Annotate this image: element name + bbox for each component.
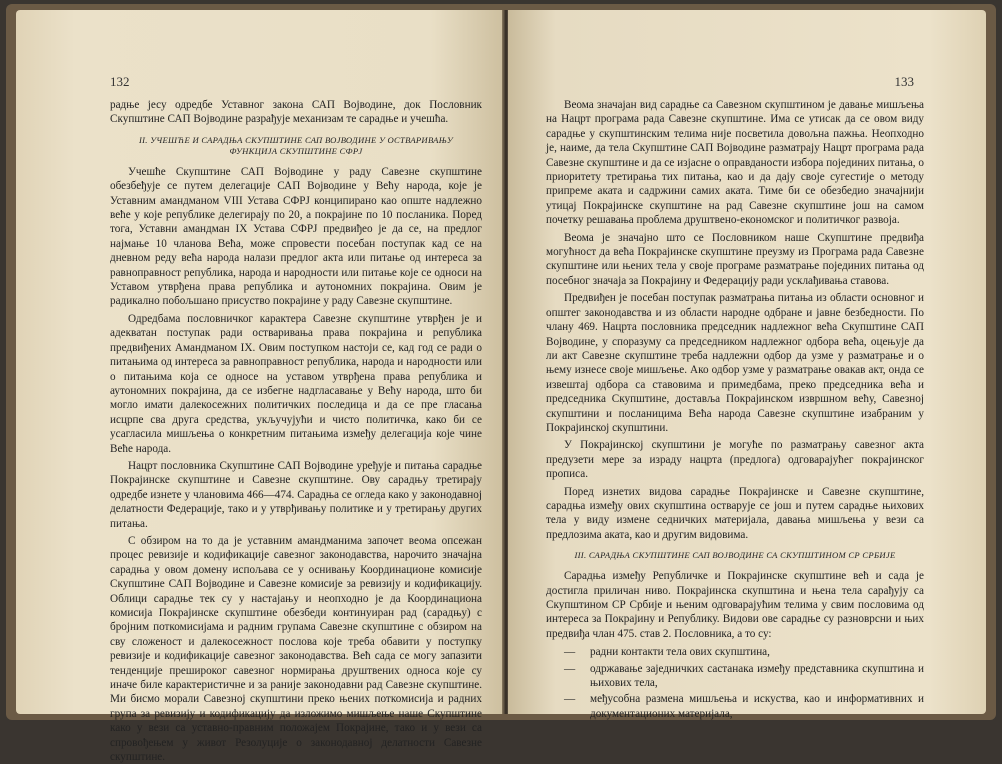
paragraph: С обзиром на то да је уставним амандманима започет веома опсежан процес ревизије и кодификације савезног законодавства, нарочито значајна сарадња у овом домену испољава се у оснивању Координационе комисије Скупштине САП Војводине и Савезне комисије за ревизију и кодификацију. Облици сарадње тек су у настајању и неопходно је да Координациона комисија Покрајинске скупштине обезбеди континуиран рад (сарадњу) с бројним поткомисијама и радним групама Савезне скупштине с обзиром на сву сложеност и далекосежност послова које треба обавити у поступку ревизије и кодификације савезног законодавства. Већ сада се могу запазити тенденције прешироког савезног нормирања друштвених односа које су иначе биле карактеристичне и за раније законодавни рад Савезне скупштине. Ми бисмо морали Савезној скупштини преко њених поткомисија и радних група за ревизију и кодификацију да изложимо мишљење наше Скупштине како у вези са уставно-правним положајем Покрајине, тако и у вези са спровођењем у живот Резолуције о законодавној делатности Савезне скупштине. (110, 534, 482, 764)
page-number: 132 (110, 74, 130, 89)
paragraph: радње јесу одредбе Уставног закона САП Војводине, док Пословник Скупштине САП Војводине разрађује механизам те сарадње и учешћа. (110, 99, 482, 126)
left-page (16, 10, 504, 764)
list-item: — одржавање заједничких састанака између представника скупштина и њихових тела, (546, 662, 924, 691)
right-page (508, 10, 986, 720)
section-heading: II. УЧЕШЋЕ И САРАДЊА СКУПШТИНЕ САП ВОЈВОДИНЕ У ОСТВАРИВАЊУ ФУНКЦИЈА СКУПШТИНЕ СФРЈ (138, 134, 454, 156)
paragraph: Одредбама пословничког карактера Савезне скупштине утврђен је и адекватан поступак ради остваривања права покрајина и република предвиђених Амандманом IX. Овим поступком настоји се, кад год се ради о питањима од интереса за равноправност република, народа и народности или о питањима која се односе на уставом утврђена права република и аутономних покрајина, да се избегне надгласавање у Већу народа, што би могло имати далекосежних политичких последица и да се пре гласања исцрпе сва друга средства, укључујући и чисто политичка, како би се усагласила мишљења о конкретним питањима између делегација које чине Веће народа. (110, 312, 482, 455)
paragraph: Веома је значајно што се Пословником наше Скупштине предвиђа могућност да већа Покрајинске скупштине преузму из Програма рада Савезне скупштине или њених тела у своје програме разматрање појединих питања од посебног значаја за Покрајину и Федерацију ради усклађивања ставова. (546, 231, 924, 287)
paragraph: Сарадња између Републичке и Покрајинске скупштине већ и сада је достигла приличан ниво. Покрајинска скупштина и њена тела сарађују са Скупштином СР Србије и њеним одговарајућим телима у свим пословима од интереса за Покрајину и Републику. Видови ове сарадње су разноврсни и њих предвиђа члан 475. став 2. Пословника, а то су: (546, 570, 924, 640)
right-page-text (546, 98, 924, 721)
book-spread (6, 4, 996, 764)
left-page-text (110, 98, 482, 764)
paragraph: Учешће Скупштине САП Војводине у раду Савезне скупштине обезбеђује се путем делегације САП Војводине у Већу народа, које је Уставним амандманом VIII Устава СФРЈ конципирано као опште надлежно веће у које републике делегирају по 20, а покрајине по 10 посланика. Поред тога, Уставни амандман IX Устава СФРЈ предвиђео је да се, на предлог најмање 10 чланова Већа, може спровести посебан поступак кад се на дневном реду већа народа налази предлог акта или питање од интереса за равноправност република, народа и народности или питање које се односи на Уставом утврђена права република и аутономних покрајина. Овим је радикално побољшано присуство покрајине у раду Савезне скупштине. (110, 165, 482, 308)
paragraph: У Покрајинској скупштини је могуће по разматрању савезног акта предузети мере за израду нацрта (предлога) одговарајућег покрајинског прописа. (546, 439, 924, 481)
paragraph: Предвиђен је посебан поступак разматрања питања из области основног и општег законодавства и из области народне одбране и јавне безбедности. По члану 469. Нацрта пословника председник надлежног већа Скупштине САП Војводине, у споразуму са председником надлежног одбора већа, оцењује да ли акт Савезне скупштине треба надлежни одбор да узме у разматрање и о њему изнесе своје мишљење. Ако одбор узме у разматрање овакав акт, онда се извештај одбора са ставовима и примедбама, преко председника већа и председника Скупштине, доставља Покрајинском извршном већу, Савезној скупштини и посланицима Већа народа Савезне скупштине изабраним у Покрајинској скупштини. (546, 292, 924, 434)
bullet-list (546, 645, 924, 721)
paragraph: Веома значајан вид сарадње са Савезном скупштином је давање мишљења на Нацрт програма рада Савезне скупштине. Има се утисак да се овом виду сарадње у скупштинским телима није посветила довољна пажња. Неопходно је, наиме, да тела Скупштине САП Војводине разматрају Нацрт програма рада Савезне скупштине и да се изјасне о оправданости избора појединих питања, о приоритету третирања тих питања, као и да дају своје сугестије о методу припреме аката и садржини самих аката. Тиме би се обезбедио значајнији утицај Покрајинске скупштине на рад Савезне скупштине још на самом почетку решавања проблема друштвено-економског и политичког развоја. (546, 99, 924, 227)
paragraph: Нацрт пословника Скупштине САП Војводине уређује и питања сарадње Покрајинске скупштине и Савезне скупштине. Ову сарадњу третирају одредбе изнете у члановима 466—474. Сарадња се огледа како у законодавној делатности Федерације, тако и у утврђивању политике и у третирању других питања. (110, 459, 482, 530)
list-item: — међусобна размена мишљења и искуства, као и информативних и документационих материјала, (546, 692, 924, 721)
list-item: — радни контакти тела ових скупштина, (546, 645, 924, 659)
paragraph: Поред изнетих видова сарадње Покрајинске и Савезне скупштине, сарадња између ових скупштина остварује се још и путем сарадње њихових тела у виду измене седничких материјала, давања мишљења у вези са предлозима аката, као и другим видовима. (546, 485, 924, 541)
section-heading: III. САРАДЊА СКУПШТИНЕ САП ВОЈВОДИНЕ СА СКУПШТИНОМ СР СРБИЈЕ (574, 550, 896, 561)
page-number: 133 (894, 74, 914, 89)
